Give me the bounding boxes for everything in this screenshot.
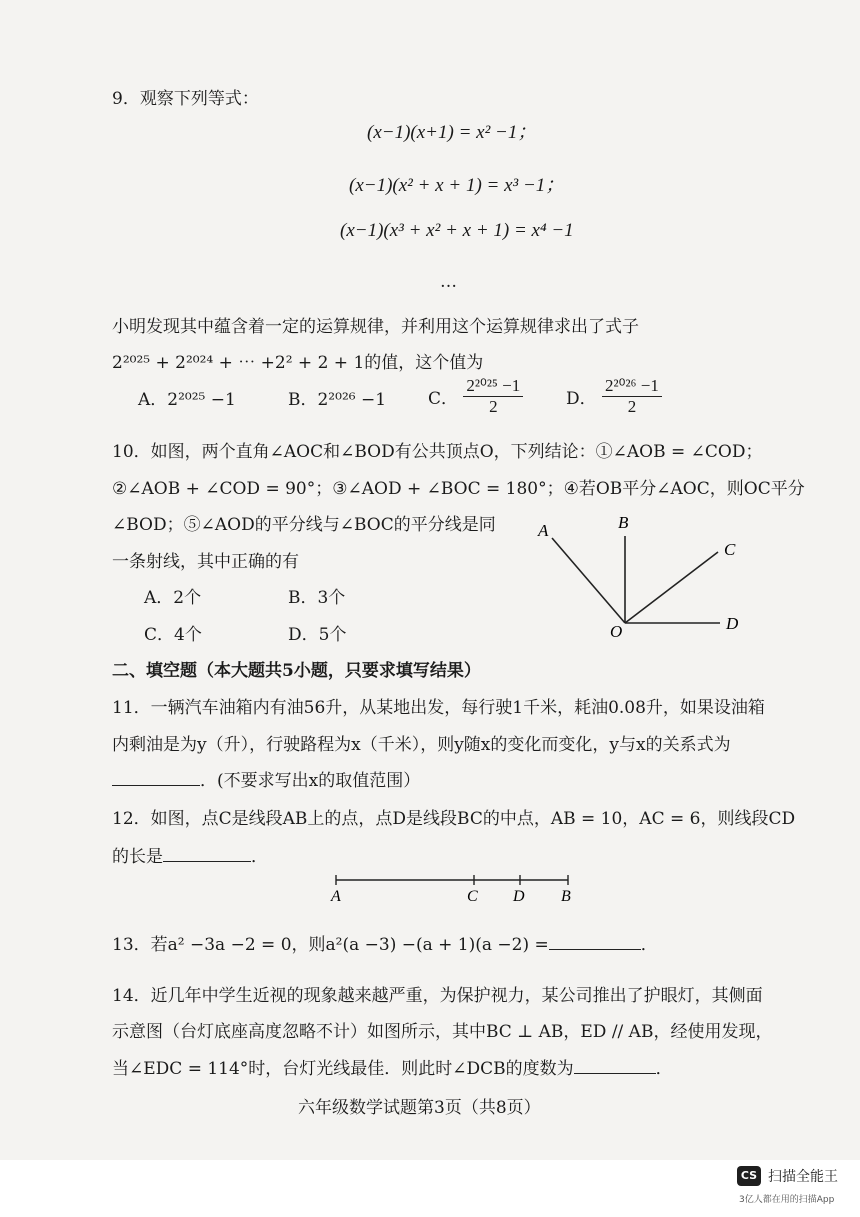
q11-line-2: 内剩油是为y（升），行驶路程为x（千米），则y随x的变化而变化，y与x的关系式为 [112,735,731,755]
label-c: C [724,540,736,559]
q11-line-1: 11．一辆汽车油箱内有油56升，从某地出发，每行驶1千米，耗油0.08升，如果设油箱 [112,698,765,718]
seg-label-d: D [513,888,525,905]
q10-option-b: B．3个 [288,588,346,608]
q13-end: ． [640,935,658,955]
q9-ellipsis: … [440,272,457,292]
q14-answer-blank[interactable] [574,1055,656,1074]
scanner-app-name: 扫描全能王 [768,1169,838,1185]
q11-line-3-text: ．(不要求写出x的取值范围） [200,771,421,791]
q13-line [112,930,658,955]
q14-line-3-end: ． [655,1059,673,1079]
q9-equation-2: (x−1)(x² + x + 1) = x³ −1； [349,175,565,196]
q9-equation-1: (x−1)(x+1) = x² −1； [367,122,537,143]
q11-answer-blank[interactable] [112,767,200,786]
q12-line-1: 12．如图，点C是线段AB上的点，点D是线段BC的中点，AB = 10，AC = 6，则线段CD [112,809,796,829]
q9-text-1: 小明发现其中蕴含着一定的运算规律，并利用这个运算规律求出了式子 [112,317,639,337]
q10-line-1: 10．如图，两个直角∠AOC和∠BOD有公共顶点O，下列结论：①∠AOB = ∠COD； [112,442,763,462]
q9-option-c-numerator: 2²⁰²⁵ −1 [463,376,523,397]
q12-line-2-text: 的长是 [112,847,163,867]
q12-answer-blank[interactable] [163,843,251,862]
q12-line-2 [112,842,268,867]
q9-option-d-label: D． [566,389,597,409]
q9-option-a: A．2²⁰²⁵ −1 [138,390,236,410]
q10-angle-figure [530,508,760,640]
q10-option-d: D．5个 [288,625,347,645]
label-o: O [610,622,623,640]
q9-option-d [566,376,662,417]
page-footer: 六年级数学试题第3页（共8页） [298,1098,541,1118]
ray-oa [552,538,625,623]
q10-line-4: 一条射线，其中正确的有 [112,552,299,572]
scanner-app-tagline: 3亿人都在用的扫描App [739,1195,835,1205]
q9-option-d-denominator: 2 [627,397,637,416]
q9-equation-3: (x−1)(x³ + x² + x + 1) = x⁴ −1 [340,220,574,241]
q9-option-c [428,376,523,417]
seg-label-a: A [331,888,341,905]
seg-label-c: C [467,888,478,905]
q14-line-1: 14．近几年中学生近视的现象越来越严重，为保护视力，某公司推出了护眼灯，其侧面 [112,986,763,1006]
q10-option-a: A．2个 [144,588,202,608]
q10-line-2: ②∠AOB + ∠COD = 90°；③∠AOD + ∠BOC = 180°；④若OB平分∠AOC，则OC平分 [112,479,805,499]
q14-line-2: 示意图（台灯底座高度忽略不计）如图所示，其中BC ⊥ AB，ED // AB，经使用发现， [112,1022,773,1042]
section-2-heading: 二、填空题（本大题共5小题，只要求填写结果） [112,661,481,681]
seg-label-b: B [561,888,571,905]
q14-line-3 [112,1054,673,1079]
scanner-logo-icon: CS [737,1166,761,1186]
q13-answer-blank[interactable] [549,931,641,950]
q9-option-c-label: C． [428,389,459,409]
ray-oc [625,552,718,623]
q9-option-b: B．2²⁰²⁶ −1 [288,390,387,410]
q9-option-c-fraction [463,376,523,417]
q9-intro: 9．观察下列等式： [112,89,259,109]
q9-option-d-numerator: 2²⁰²⁶ −1 [602,376,662,397]
q9-text-2: 2²⁰²⁵ + 2²⁰²⁴ + ⋯ +2² + 2 + 1的值，这个值为 [112,353,484,373]
q10-option-c: C．4个 [144,625,202,645]
q10-line-3: ∠BOD；⑤∠AOD的平分线与∠BOC的平分线是同 [112,515,496,535]
q13-text: 13．若a² −3a −2 = 0，则a²(a −3) −(a + 1)(a −2) = [112,935,549,955]
label-d: D [726,614,739,633]
q11-line-3 [112,766,420,791]
q9-option-c-denominator: 2 [489,397,498,416]
label-a: A [538,521,549,540]
q14-line-3-text: 当∠EDC = 114°时，台灯光线最佳．则此时∠DCB的度数为 [112,1059,574,1079]
q12-line-2-end: ． [251,847,268,867]
label-b: B [618,513,629,532]
q9-option-d-fraction [602,376,662,417]
q12-segment-figure [326,868,582,908]
